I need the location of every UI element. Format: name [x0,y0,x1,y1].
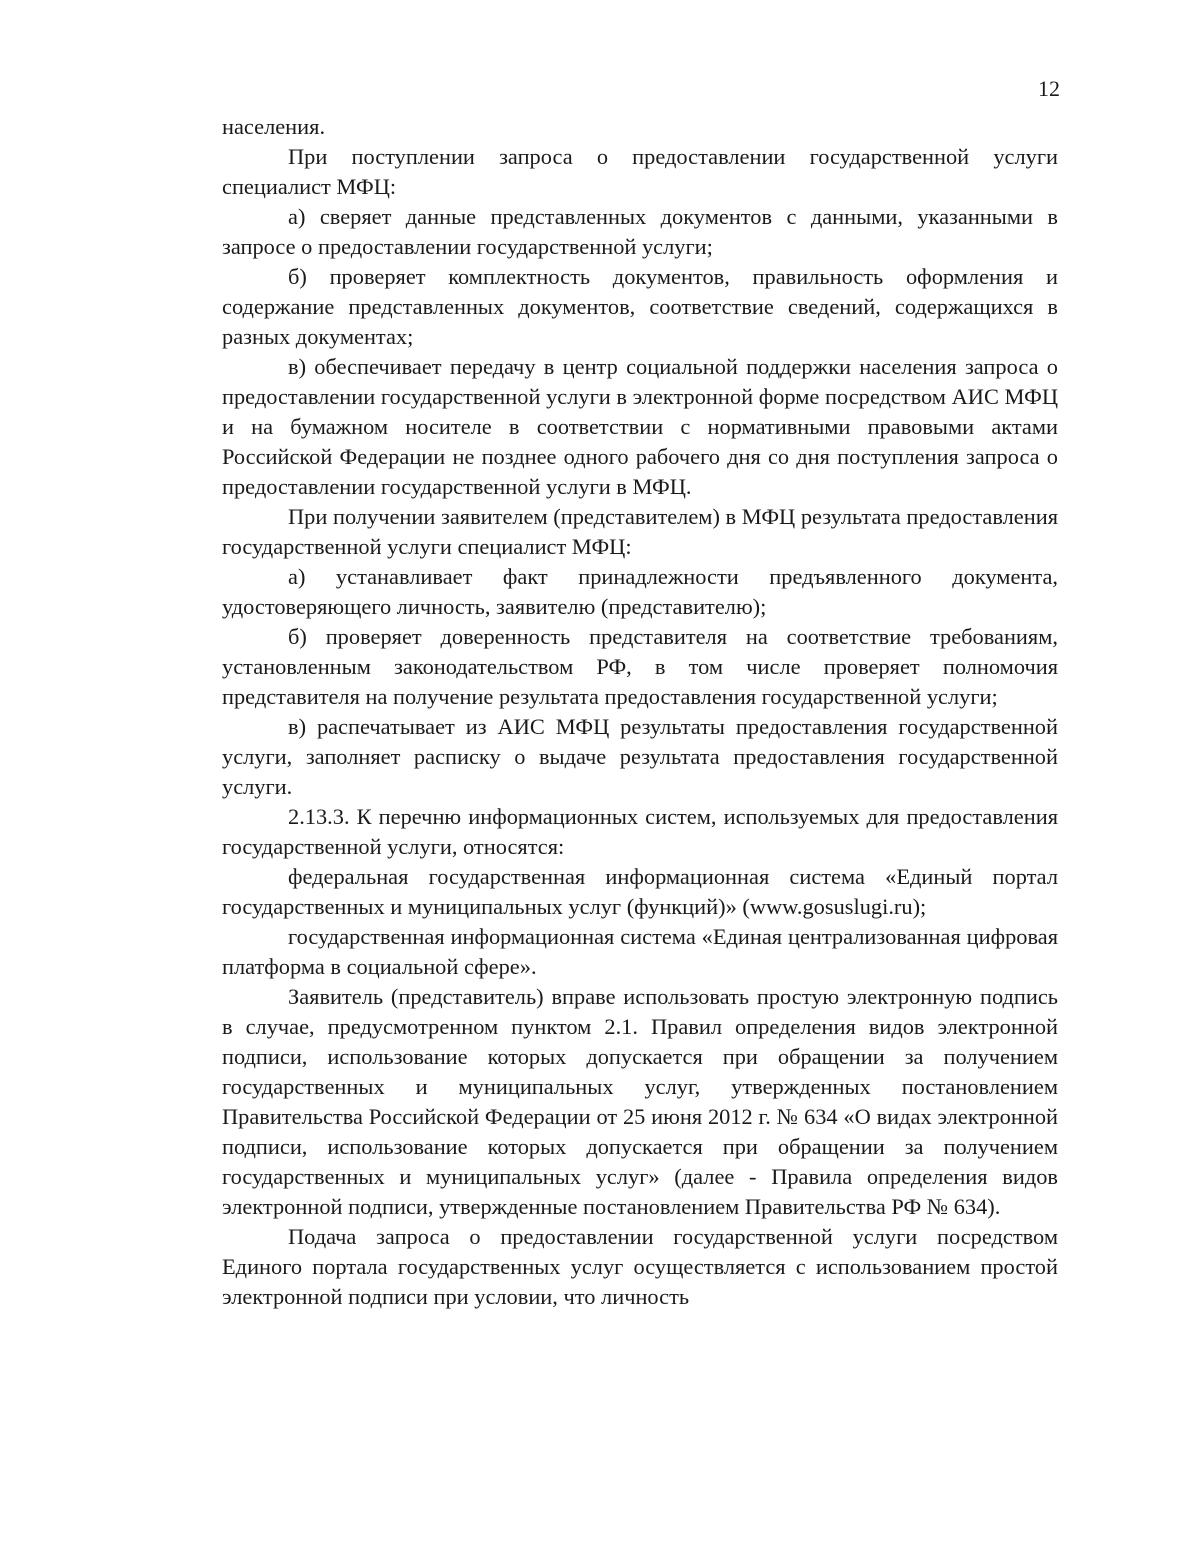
paragraph-portal-submission: Подача запроса о предоставлении государственной услуги посредством Единого портала государственных услуг осуществляется с использованием простой электронной подписи при условии, что личность [222,1224,1058,1309]
paragraph-electronic-signature: Заявитель (представитель) вправе использовать простую электронную подпись в случае, предусмотренном пунктом 2.1. Правил определения видов электронной подписи, использование которых допускается при обращении за получением государственных и муниципальных услуг, утвержденных постановлением Правительства Российской Федерации от 25 июня 2012 г. № 634 «О видах электронной подписи, использование которых допускается при обращении за получением государственных и муниципальных услуг» (далее - Правила определения видов электронной подписи, утвержденные постановлением Правительства РФ № 634). [222,984,1058,1219]
paragraph-item-v-transfer: в) обеспечивает передачу в центр социальной поддержки населения запроса о предоставлении государственной услуги в электронной форме посредством АИС МФЦ и на бумажном носителе в соответствии с нормативными правовыми актами Российской Федерации не позднее одного рабочего дня со дня поступления запроса о предоставлении государственной услуги в МФЦ. [222,354,1058,499]
paragraph-federal-portal: федеральная государственная информационная система «Единый портал государственных и муниципальных услуг (функций)» (www.gosuslugi.ru); [222,864,1058,919]
paragraph-social-platform: государственная информационная система «Единая централизованная цифровая платформа в социальной сфере». [222,924,1058,979]
paragraph-mfc-request-intro: При поступлении запроса о предоставлении государственной услуги специалист МФЦ: [222,144,1058,199]
paragraph-item-v-print: в) распечатывает из АИС МФЦ результаты предоставления государственной услуги, заполняет расписку о выдаче результата предоставления государственной услуги. [222,714,1058,799]
paragraph-item-b-power-of-attorney: б) проверяет доверенность представителя на соответствие требованиям, установленным законодательством РФ, в том числе проверяет полномочия представителя на получение результата предоставления государственной услуги; [222,624,1058,709]
paragraph-continuation: населения. [222,114,326,139]
document-body [222,112,1058,1312]
paragraph-item-b-check: б) проверяет комплектность документов, правильность оформления и содержание представленных документов, соответствие сведений, содержащихся в разных документах; [222,264,1058,349]
paragraph-section-2-13-3: 2.13.3. К перечню информационных систем, используемых для предоставления государственной услуги, относятся: [222,804,1058,859]
page-number: 12 [1038,76,1060,101]
paragraph-item-a-compare: а) сверяет данные представленных документов с данными, указанными в запросе о предоставлении государственной услуги; [222,204,1058,259]
paragraph-result-intro: При получении заявителем (представителем) в МФЦ результата предоставления государственной услуги специалист МФЦ: [222,504,1058,559]
paragraph-item-a-identity: а) устанавливает факт принадлежности предъявленного документа, удостоверяющего личность, заявителю (представителю); [222,564,1058,619]
